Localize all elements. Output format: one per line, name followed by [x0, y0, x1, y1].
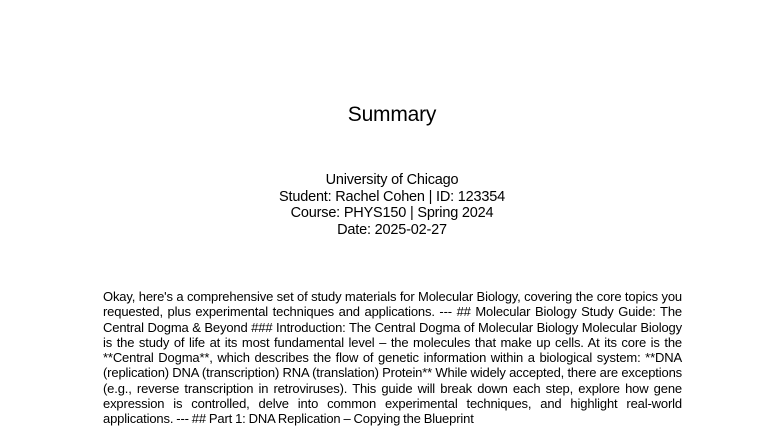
- student-line: Student: Rachel Cohen | ID: 123354: [279, 188, 505, 205]
- date-line: Date: 2025-02-27: [337, 221, 447, 238]
- document-body: Okay, here's a comprehensive set of study materials for Molecular Biology, covering the core topics you requested, plus experimental techniques and applications. --- ## Molecular Biology Study Guide: The Central Dogma & Beyond ### Introduction: The Central Dogma of Molecular Biology Molecular Biology is the study of life at its most fundamental level – the molecules that make up cells. At its core is the **Central Dogma**, which describes the flow of genetic information within a biological system: **DNA (replication) DNA (transcription) RNA (translation) Protein** While widely accepted, there are exceptions (e.g., reverse transcription in retroviruses). This guide will break down each step, explore how gene expression is controlled, delve into common experimental techniques, and highlight real-world applications. --- ## Part 1: DNA Replication – Copying the Blueprint: [103, 289, 682, 427]
- document-title: Summary: [347, 103, 437, 126]
- course-line: Course: PHYS150 | Spring 2024: [290, 205, 494, 221]
- institution-line: University of Chicago: [325, 172, 459, 188]
- document-metadata: [0, 172, 784, 238]
